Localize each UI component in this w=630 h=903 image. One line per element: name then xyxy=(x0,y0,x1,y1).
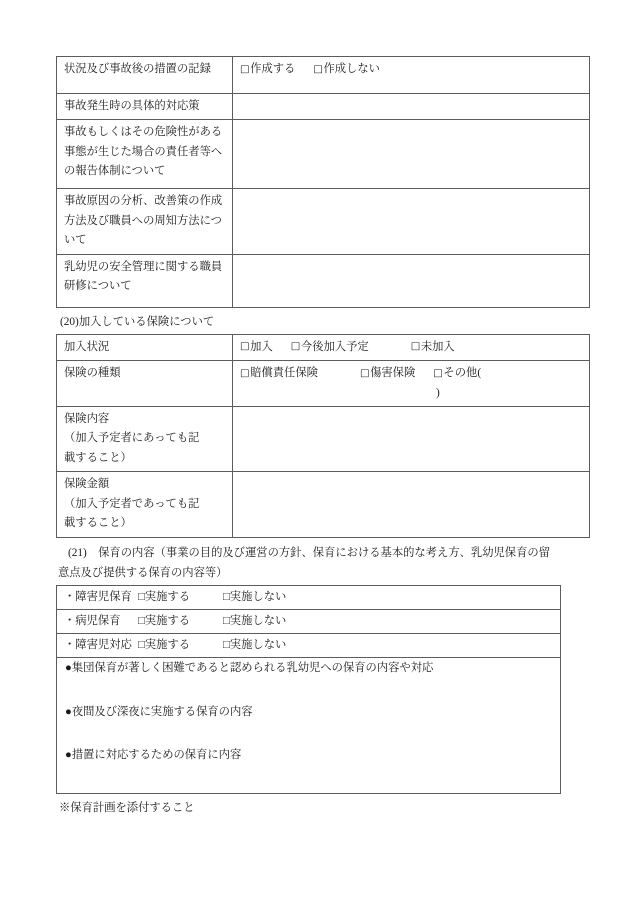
checkbox-disabled-childcare-yes[interactable]: □実施する xyxy=(138,590,191,603)
table-row xyxy=(57,189,590,254)
section-21-caption-line-2: 意点及び提供する保育の内容等） xyxy=(58,566,228,579)
row-value-record-of-measures xyxy=(233,57,590,94)
accident-measures-table xyxy=(56,56,590,308)
section-21-caption xyxy=(56,543,561,583)
bullet-answer-area-3[interactable] xyxy=(64,765,554,791)
checkbox-other-insurance[interactable]: □ xyxy=(433,367,443,379)
row-label-response-plan: 事故発生時の具体的対応策 xyxy=(57,94,233,120)
row-label-staff-training: 乳幼児の安全管理に関する職員研修について xyxy=(57,254,233,307)
insurance-amount-line-3: 載すること） xyxy=(64,517,132,530)
checkbox-liability-insurance[interactable]: □ xyxy=(240,367,250,379)
childcare-bullets-cell[interactable] xyxy=(57,658,561,794)
row-label-reporting-system: 事故もしくはその危険性がある事態が生じた場合の責任者等への報告体制について xyxy=(57,120,233,189)
row-value-insurance-type xyxy=(233,361,590,407)
table-row xyxy=(57,407,590,472)
row-label-insurance-amount xyxy=(57,472,233,537)
row-value-insurance-amount[interactable] xyxy=(233,472,590,537)
insurance-content-line-1: 保険内容 xyxy=(64,413,110,426)
checkbox-liability-insurance-label: 賠償責任保険 xyxy=(250,367,318,380)
insurance-amount-line-1: 保険金額 xyxy=(64,478,110,491)
table-row xyxy=(57,472,590,537)
footnote-attach-plan: ※保育計画を添付すること xyxy=(59,801,195,814)
row-label-insurance-type: 保険の種類 xyxy=(57,361,233,407)
checkbox-enrolled[interactable]: □ xyxy=(240,341,250,353)
section-21-caption-line-1: (21) 保育の内容（事業の目的及び運営の方針、保育における基本的な考え方、乳幼児保育の留 xyxy=(68,546,550,559)
row-label-cause-analysis: 事故原因の分析、改善策の作成方法及び職員への周知方法について xyxy=(57,189,233,254)
insurance-content-line-3: 載すること） xyxy=(64,451,132,464)
checkbox-accident-insurance-label: 傷害保険 xyxy=(370,367,416,380)
table-row xyxy=(57,609,561,633)
checkbox-create-label: 作成する xyxy=(250,63,296,75)
insurance-amount-line-2: （加入予定者であっても記 xyxy=(64,497,200,510)
checkbox-enrolled-label: 加入 xyxy=(250,340,273,353)
impl-row-disabled-childcare xyxy=(57,585,561,609)
bullet-answer-area-2[interactable] xyxy=(64,721,554,747)
checkbox-not-create[interactable]: □ xyxy=(313,63,323,75)
checkbox-planned[interactable]: □ xyxy=(290,341,301,353)
insurance-table xyxy=(56,334,590,538)
table-row xyxy=(57,94,590,120)
checkbox-disabled-response-yes[interactable]: □実施する xyxy=(138,639,191,652)
bullet-answer-area-1[interactable] xyxy=(64,678,554,704)
childcare-implementation-table xyxy=(56,585,561,794)
checkbox-disabled-response-no[interactable]: □実施しない xyxy=(223,639,287,652)
row-value-reporting-system[interactable] xyxy=(233,120,590,189)
row-value-staff-training[interactable] xyxy=(233,254,590,307)
checkbox-accident-insurance[interactable]: □ xyxy=(359,367,370,379)
bullet-night-care: ●夜間及び深夜に実施する保育の内容 xyxy=(65,705,253,718)
impl-row-disabled-response xyxy=(57,634,561,658)
row-label-insurance-content xyxy=(57,407,233,472)
checkbox-not-enrolled[interactable]: □ xyxy=(410,341,421,353)
table-row xyxy=(57,658,561,794)
other-insurance-close-paren: ) xyxy=(436,386,440,399)
impl-label-disabled-response: ・障害児対応 xyxy=(64,639,132,652)
table-row xyxy=(57,120,590,189)
checkbox-planned-label: 今後加入予定 xyxy=(300,340,369,353)
section-20-caption: (20)加入している保険について xyxy=(60,315,215,328)
insurance-content-line-2: （加入予定者にあっても記 xyxy=(64,432,200,445)
table-row xyxy=(57,254,590,307)
impl-label-sick-childcare: ・病児保育 xyxy=(64,614,121,627)
table-row xyxy=(57,334,590,360)
table-row xyxy=(57,585,561,609)
checkbox-not-enrolled-label: 未加入 xyxy=(420,340,455,353)
table-row xyxy=(57,634,561,658)
table-row xyxy=(57,361,590,407)
row-value-enrollment-status xyxy=(233,334,590,360)
impl-row-sick-childcare xyxy=(57,609,561,633)
checkbox-disabled-childcare-no[interactable]: □実施しない xyxy=(223,590,287,603)
bullet-measure-care: ●措置に対応するための保育に内容 xyxy=(65,749,242,762)
table-row xyxy=(57,57,590,94)
row-value-cause-analysis[interactable] xyxy=(233,189,590,254)
row-value-insurance-content[interactable] xyxy=(233,407,590,472)
checkbox-other-insurance-label: その他( xyxy=(443,367,482,380)
checkbox-sick-childcare-no[interactable]: □実施しない xyxy=(223,614,287,627)
checkbox-not-create-label: 作成しない xyxy=(323,63,380,75)
row-label-record-of-measures: 状況及び事故後の措置の記録 xyxy=(57,57,233,94)
row-label-enrollment-status: 加入状況 xyxy=(57,334,233,360)
bullet-group-care: ●集団保育が著しく困難であると認められる乳幼児への保育の内容や対応 xyxy=(65,662,434,675)
row-value-response-plan[interactable] xyxy=(233,94,590,120)
checkbox-sick-childcare-yes[interactable]: □実施する xyxy=(138,614,191,627)
impl-label-disabled-childcare: ・障害児保育 xyxy=(64,590,132,603)
checkbox-create[interactable]: □ xyxy=(240,63,250,75)
